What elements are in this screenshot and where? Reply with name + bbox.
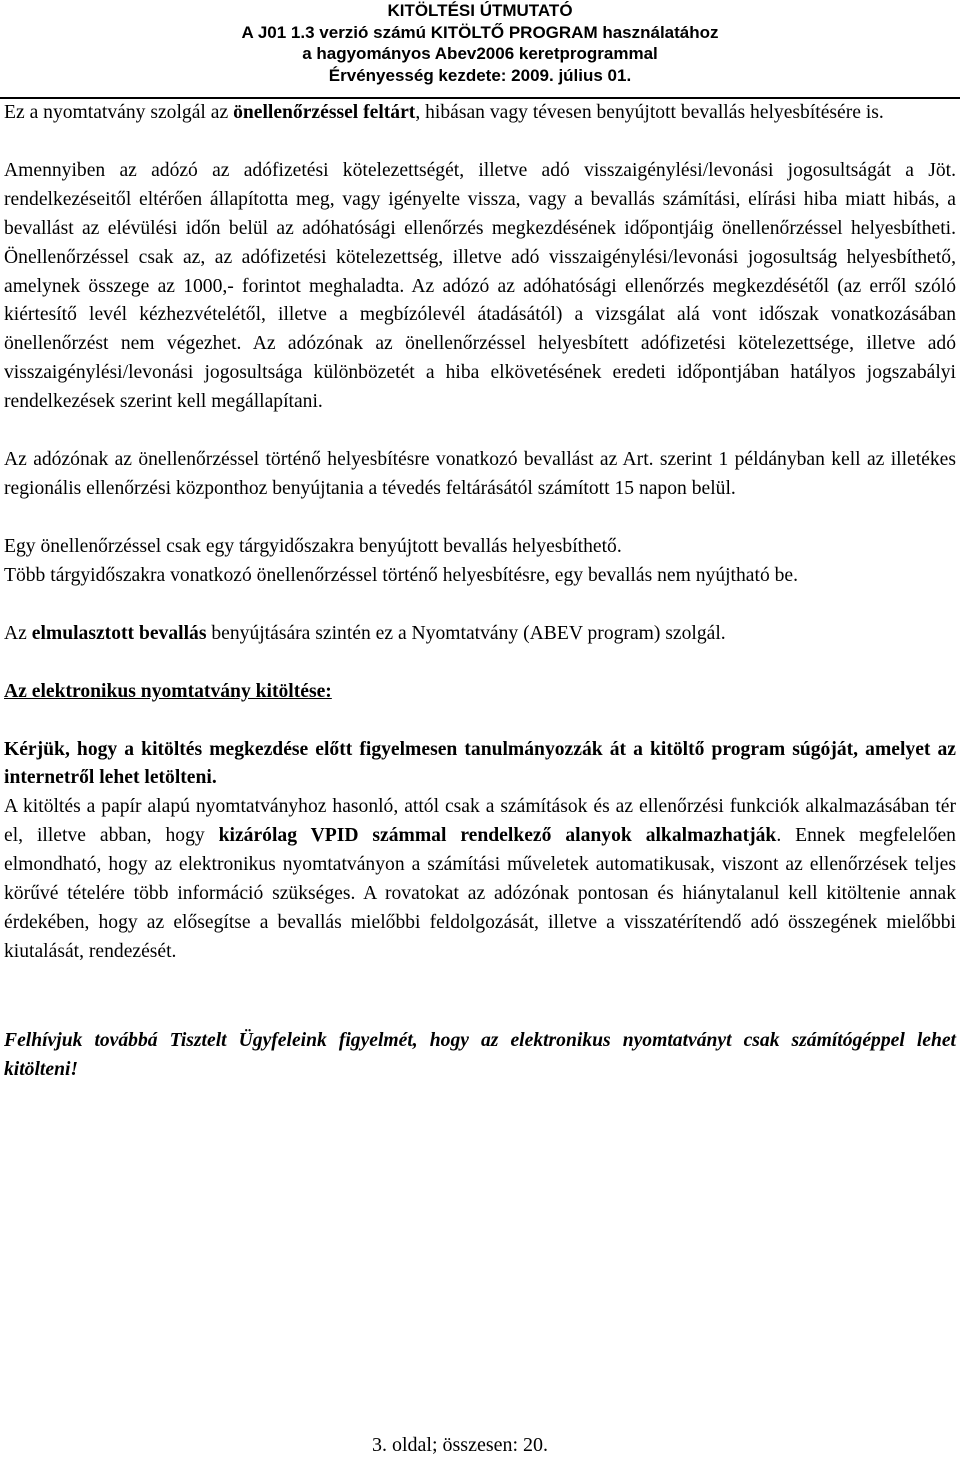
paragraph-missed-return-emphasis: elmulasztott bevallás	[31, 622, 207, 644]
document-body	[4, 99, 956, 1085]
computer-note-text: Felhívjuk továbbá Tisztelt Ügyfeleink figyelmét, hogy az elektronikus nyomtatványt csak számítógéppel lehet kitölteni!	[4, 1029, 956, 1080]
paragraph-missed-return	[4, 620, 956, 649]
header-program-version: A J01 1.3 verzió számú KITÖLTŐ PROGRAM használatához	[241, 22, 719, 42]
paragraph-purpose	[4, 99, 956, 128]
header-framework: a hagyományos Abev2006 keretprogrammal	[302, 44, 658, 63]
page-number: 3. oldal; összesen: 20.	[371, 1434, 549, 1456]
document-header	[0, 0, 960, 98]
paragraph-instructions-intro	[4, 736, 956, 794]
paragraph-missed-return-end: benyújtására szintén ez a Nyomtatvány (ABEV program) szolgál.	[206, 622, 726, 644]
paragraph-purpose-text-start: Ez a nyomtatvány szolgál az	[4, 102, 234, 123]
section-title	[4, 678, 956, 707]
section-title-text: Az elektronikus nyomtatvány kitöltése:	[4, 680, 332, 702]
paragraph-self-revision-rules: Amennyiben az adózó az adófizetési kötelezettségét, illetve adó visszaigénylési/levonási jogosultságát a Jöt. rendelkezéseitől eltérően állapította meg, vagy igényelte vissza, vagy a bevallás számítási, elírási hiba miatt hibás, a bevallást az elévülési időn belül az adóhatósági ellenőrzés megkezdésének időpontjáig önellenőrzéssel helyesbítheti. Önellenőrzéssel csak az, az adófizetési kötelezettség, illetve adó visszaigénylési/levonási jogosultság helyesbíthető, amelynek összege az 1000,- forintot meghaladta. Az adózó az adóhatósági ellenőrzés megkezdésétől (az erről szóló kiértesítő levél kézhezvételétől, illetve a megbízólevél átadásától) a vizsgálat alá vont időszak vonatkozásában önellenőrzést nem végezhet. Az adózónak az önellenőrzéssel helyesbített adófizetési kötelezettsége, illetve adó visszaigénylési/levonási jogosultsága különbözetét a hiba elkövetésének eredeti időpontjában hatályos jogszabályi rendelkezések szerint kell megállapítani.	[4, 159, 956, 413]
paragraph-missed-return-start: Az	[4, 622, 32, 644]
paragraph-single-period: Egy önellenőrzéssel csak egy tárgyidőszakra benyújtott bevallás helyesbíthető.	[4, 535, 622, 557]
paragraph-multiple-periods: Több tárgyidőszakra vonatkozó önellenőrzéssel történő helyesbítésre, egy bevallás nem nyújtható be.	[4, 564, 799, 586]
paragraph-computer-note	[4, 1027, 956, 1085]
filling-details-end: . Ennek megfelelően elmondható, hogy az elektronikus nyomtatványon a számítási műveletek automatikusak, viszont az ellenőrzések teljes körűvé tételére több információ szükséges. A rovatokat az adózónak pontosan és hiánytalanul kell kitöltenie annak érdekében, hogy az elősegítse a bevallás mielőbbi feldolgozását, illetve a visszatérítendő adó összegének mielőbbi kiutalását, rendezését.	[4, 825, 956, 962]
instructions-intro-bold: Kérjük, hogy a kitöltés megkezdése előtt figyelmesen tanulmányozzák át a kitöltő program súgóját, amelyet az internetről lehet letölteni.	[4, 738, 956, 789]
header-validity-date: Érvényesség kezdete: 2009. július 01.	[328, 65, 632, 85]
paragraph-submission-deadline: Az adózónak az önellenőrzéssel történő helyesbítésre vonatkozó bevallást az Art. szerint 1 példányban kell az illetékes regionális ellenőrzési központhoz benyújtania a tévedés feltárásától számított 15 napon belül.	[4, 449, 956, 499]
header-title: KITÖLTÉSI ÚTMUTATÓ	[387, 1, 573, 20]
paragraph-purpose-text-end: , hibásan vagy tévesen benyújtott bevallás helyesbítésére is.	[415, 102, 884, 123]
filling-details-start: A kitöltés a papír alapú nyomtatványhoz hasonló, attól csak a számítások és az ellenőrzési funkciók alkalmazásában tér el, illetve abban, hogy	[4, 796, 956, 847]
paragraph-purpose-emphasis: önellenőrzéssel feltárt	[233, 102, 416, 123]
filling-details-emphasis: kizárólag VPID számmal rendelkező alanyok alkalmazhatják	[218, 825, 777, 847]
paragraph-filling-details	[4, 793, 956, 966]
